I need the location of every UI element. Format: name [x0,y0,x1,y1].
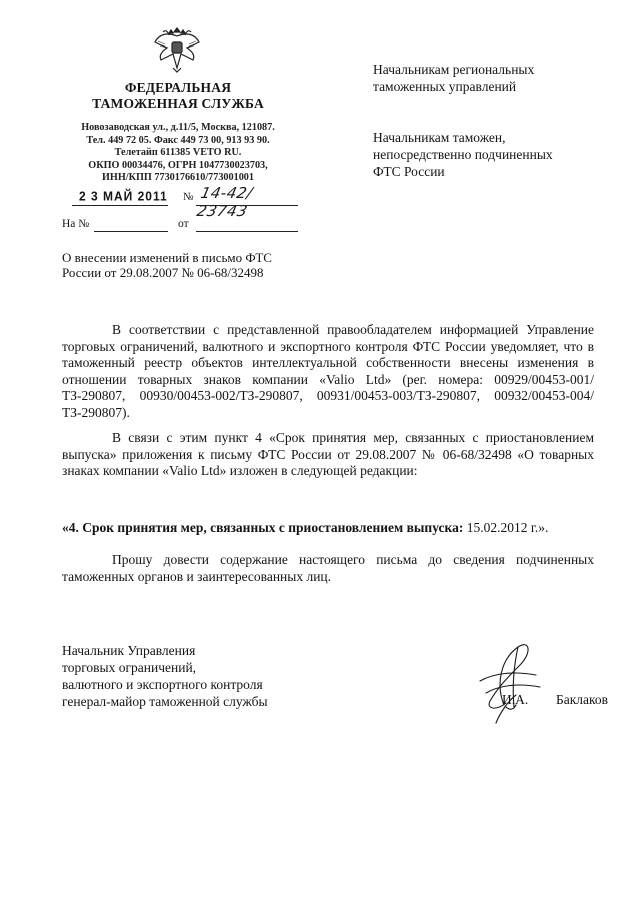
address-line: ИНН/КПП 7730176610/773001001 [102,172,254,183]
reply-from-label: от [178,218,189,230]
address-line: Новозаводская ул., д.11/5, Москва, 121087. [81,122,275,133]
subject-line: России от 29.08.2007 № 06-68/32498 [62,265,264,280]
position-line: Начальник Управления [62,643,196,658]
amended-clause-bold: «4. Срок принятия мер, связанных с приостановлением выпуска: [62,520,464,535]
org-name-line2: ТАМОЖЕННАЯ СЛУЖБА [92,96,264,111]
amended-clause [62,520,594,536]
position-line: генерал-майор таможенной службы [62,694,268,709]
body-paragraph-2: В связи с этим пункт 4 «Срок принятия мер, связанных с приостановлением выпуска» приложения к письму ФТС России от 29.08.2007 № 06-68/32498 «О товарных знаках компании «Valio Ltd» изложен в следующей редакции: [62,430,594,478]
recipient-group-1 [373,61,534,95]
date-number-row [62,184,298,220]
recipient-line: Начальникам региональных [373,62,535,77]
org-name-line1: ФЕДЕРАЛЬНАЯ [124,80,232,95]
body-paragraph-3: Прошу довести содержание настоящего письма до сведения подчиненных таможенных органов и заинтересованных лиц. [62,552,594,584]
reply-to-label: На № [62,218,90,230]
recipient-line: ФТС России [373,164,445,179]
signer-initials: И.А. [502,692,529,707]
recipient-group-2 [373,129,553,180]
address-line: Тел. 449 72 05. Факс 449 73 00, 913 93 90. [86,134,270,146]
recipient-line: таможенных управлений [373,79,517,94]
amended-clause-date: 15.02.2012 г.». [463,520,549,535]
handwritten-signature-icon [460,635,550,735]
date-stamp: 2 3 МАЙ 2011 [79,188,168,204]
reply-to-row [62,218,298,234]
position-line: торговых ограничений, [62,660,197,675]
recipient-line: непосредственно подчиненных [373,147,553,162]
signer-surname: Баклаков [556,692,609,707]
recipient-line: Начальникам таможен, [373,130,506,145]
double-headed-eagle-icon [153,22,201,74]
number-label: № [183,191,194,203]
subject [62,250,302,280]
address-line: ОКПО 00034476, ОГРН 1047730023703, [88,159,268,171]
signer-position [62,642,268,710]
outgoing-number: 14-42/ 23743 [195,184,255,220]
body-paragraph-1: В соответствии с представленной правообладателем информацией Управление торговых ограничений, валютного и экспортного контроля ФТС России уведомляет, что в таможенный реестр объектов интеллектуальной собственности внесены изменения в отношении товарных знаков компании «Valio Ltd» (рег. номера: 00929/00453-001/ТЗ-290807, 00930/00453-002/ТЗ-290807, 00931/00453-003/ТЗ-290807, 00932/00453-004/ТЗ-290807). [62,322,594,420]
address-line: Телетайп 611385 VETO RU. [114,147,242,158]
address-block [60,122,296,185]
subject-line: О внесении изменений в письмо ФТС [62,250,272,265]
position-line: валютного и экспортного контроля [62,677,263,692]
